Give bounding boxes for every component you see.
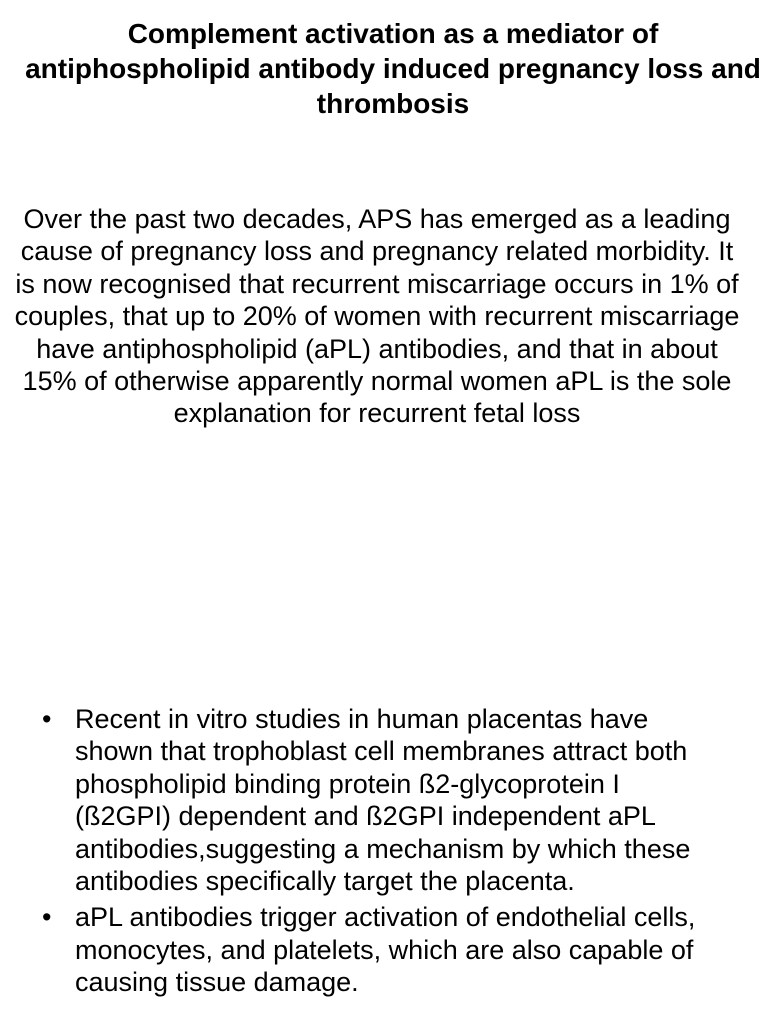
- bullet-icon: •: [42, 902, 52, 933]
- bullet-icon: •: [42, 704, 52, 734]
- list-item-text: Recent in vitro studies in human placentas have shown that trophoblast cell membranes attract both phospholipid binding protein ß2-glycoprotein I (ß2GPI) dependent and ß2GPI independent aPL antibodies,suggesting a mechanism by which these antibodies specifically target the placenta.: [75, 704, 691, 897]
- bullet-list: [42, 703, 722, 1003]
- list-item-text: aPL antibodies trigger activation of endothelial cells, monocytes, and platelets, which are also capable of causing tissue damage.: [75, 902, 696, 998]
- list-item: [42, 901, 722, 998]
- list-item: [42, 703, 722, 897]
- intro-paragraph: Over the past two decades, APS has emerged as a leading cause of pregnancy loss and pregnancy related morbidity. It is now recognised that recurrent miscarriage occurs in 1% of couples, that up to 20% of women with recurrent miscarriage have antiphospholipid (aPL) antibodies, and that in about 15% of otherwise apparently normal women aPL is the sole explanation for recurrent fetal loss: [14, 204, 740, 429]
- page-title: Complement activation as a mediator of antiphospholipid antibody induced pregnancy loss and thrombosis: [25, 18, 761, 119]
